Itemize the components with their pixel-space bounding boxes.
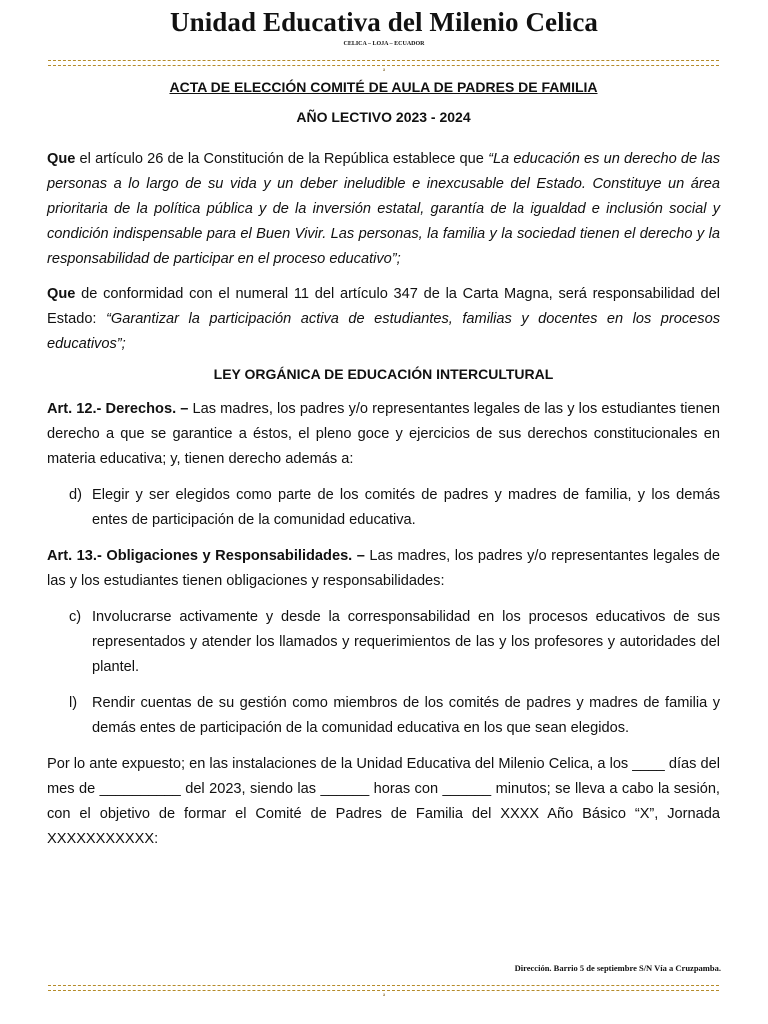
list-item	[47, 483, 720, 533]
article-text: Las madres, los padres y/o representantes legales de las y los estudiantes tienen obligaciones y responsabilidades:	[47, 548, 720, 589]
para-lead: Que	[47, 286, 76, 302]
list-item-text: Involucrarse activamente y desde la corresponsabilidad en los procesos educativos de sus representados y atender los llamados y requerimientos de las y los profesores y autoridades del plantel.	[92, 609, 720, 675]
document-body	[47, 74, 720, 852]
list-item	[47, 691, 720, 741]
article-text: Las madres, los padres y/o representantes legales de las y los estudiantes tienen derecho a que se garantice a éstos, el pleno goce y ejercicios de sus derechos constitucionales en materia educativa; y, tienen derecho además a:	[47, 401, 720, 467]
article-13	[47, 544, 720, 594]
list-marker: l)	[69, 695, 78, 711]
school-year: AÑO LECTIVO 2023 - 2024	[296, 109, 471, 125]
document-title: ACTA DE ELECCIÓN COMITÉ DE AULA DE PADRES DE FAMILIA	[169, 79, 598, 95]
para-text: de conformidad con el numeral 11 del artículo 347 de la Carta Magna, será responsabilidad del Estado:	[47, 286, 720, 327]
list-marker: d)	[69, 487, 82, 503]
para-text: el artículo 26 de la Constitución de la República establece que	[75, 151, 489, 167]
para-quote: “Garantizar la participación activa de estudiantes, familias y docentes en los procesos educativos”;	[47, 311, 720, 352]
institution-name: Unidad Educativa del Milenio Celica	[169, 7, 599, 37]
para-lead: Que	[47, 151, 76, 167]
footer-address: Dirección. Barrio 5 de septiembre S/N Vía a Cruzpamba.	[514, 963, 721, 973]
institution-location: CELICA – LOJA – ECUADOR	[343, 41, 425, 47]
article-12	[47, 397, 720, 472]
paragraph-constitution	[47, 147, 720, 272]
header-mark: a	[382, 68, 386, 73]
list-item	[47, 605, 720, 680]
closing-paragraph: Por lo ante expuesto; en las instalaciones de la Unidad Educativa del Milenio Celica, a los ____ días del mes de __________ del 2023, siendo las ______ horas con ______ minutos; se lleva a cabo la sesión, con el objetivo de formar el Comité de Padres de Familia del XXXX Año Básico “X”, Jornada XXXXXXXXXXX:	[47, 756, 720, 847]
list-marker: c)	[69, 609, 82, 625]
footer-divider	[48, 985, 719, 991]
header-divider	[48, 60, 719, 66]
para-quote: “La educación es un derecho de las personas a lo largo de su vida y un deber ineludible e inexcusable del Estado. Constituye un área prioritaria de la política pública y de la inversión estatal, garantía de la igualdad e inclusión social y condición indispensable para el Buen Vivir. Las personas, la familia y la sociedad tienen el derecho y la responsabilidad de participar en el proceso educativo”;	[47, 151, 720, 267]
list-item-text: Elegir y ser elegidos como parte de los comités de padres y madres de familia, y los demás entes de participación de la comunidad educativa.	[92, 487, 720, 528]
law-title: LEY ORGÁNICA DE EDUCACIÓN INTERCULTURAL	[213, 366, 554, 382]
list-item-text: Rendir cuentas de su gestión como miembros de los comités de padres y madres de familia y demás entes de participación de la comunidad educativa en los que sean elegidos.	[92, 695, 720, 736]
article-heading: Art. 13.- Obligaciones y Responsabilidades. –	[47, 548, 365, 564]
footer-mark: a	[382, 993, 386, 998]
paragraph-carta-magna	[47, 282, 720, 357]
article-heading: Art. 12.- Derechos. –	[47, 401, 189, 417]
